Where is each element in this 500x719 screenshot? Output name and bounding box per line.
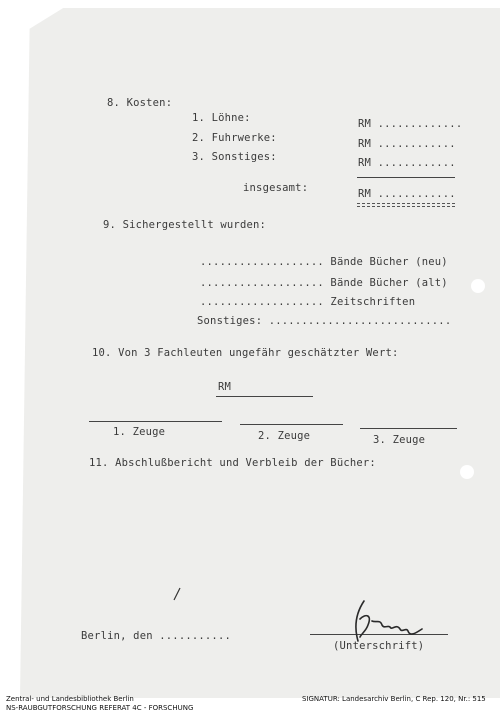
witness-line <box>360 428 457 429</box>
value-heading: 10. Von 3 Fachleuten ungefähr geschätzter Wert: <box>92 347 399 359</box>
value-currency: RM <box>218 381 232 393</box>
pen-mark <box>172 587 182 601</box>
witness-label: 2. Zeuge <box>258 430 311 442</box>
costs-heading: 8. Kosten: <box>107 97 173 109</box>
footer-signatur: SIGNATUR: Landesarchiv Berlin, C Rep. 120, Nr.: 515 <box>302 695 486 703</box>
punch-hole <box>471 279 485 293</box>
secured-line: ................... Bände Bücher (neu) <box>200 256 448 268</box>
secured-line: ................... Zeitschriften <box>200 296 416 308</box>
witness-label: 3. Zeuge <box>373 434 426 446</box>
final-report-heading: 11. Abschlußbericht und Verbleib der Bücher: <box>89 457 376 469</box>
value-rule <box>216 396 313 397</box>
witness-line <box>89 421 222 422</box>
witness-line <box>240 424 343 425</box>
place-date: Berlin, den ........... <box>81 630 231 642</box>
cost-item-label: 3. Sonstiges: <box>192 151 277 163</box>
total-label: insgesamt: <box>243 182 309 194</box>
cost-item-value: RM ............. <box>358 118 463 130</box>
cost-item-value: RM ............ <box>358 157 456 169</box>
handwritten-signature <box>346 597 426 645</box>
footer-library: Zentral- und Landesbibliothek Berlin <box>6 695 134 703</box>
double-rule <box>357 206 455 207</box>
sum-rule <box>357 177 455 178</box>
witness-label: 1. Zeuge <box>113 426 166 438</box>
total-value: RM ............ <box>358 188 456 200</box>
punch-hole <box>460 465 474 479</box>
secured-line: ................... Bände Bücher (alt) <box>200 277 448 289</box>
footer-department: NS-RAUBGUTFORSCHUNG REFERAT 4C - FORSCHUNG <box>6 704 194 712</box>
cost-item-label: 2. Fuhrwerke: <box>192 132 277 144</box>
secured-heading: 9. Sichergestellt wurden: <box>103 219 267 231</box>
signature-caption: (Unterschrift) <box>333 640 425 652</box>
secured-line: Sonstiges: ............................ <box>197 315 452 327</box>
cost-item-value: RM ............ <box>358 138 456 150</box>
double-rule <box>357 203 455 204</box>
cost-item-label: 1. Löhne: <box>192 112 251 124</box>
